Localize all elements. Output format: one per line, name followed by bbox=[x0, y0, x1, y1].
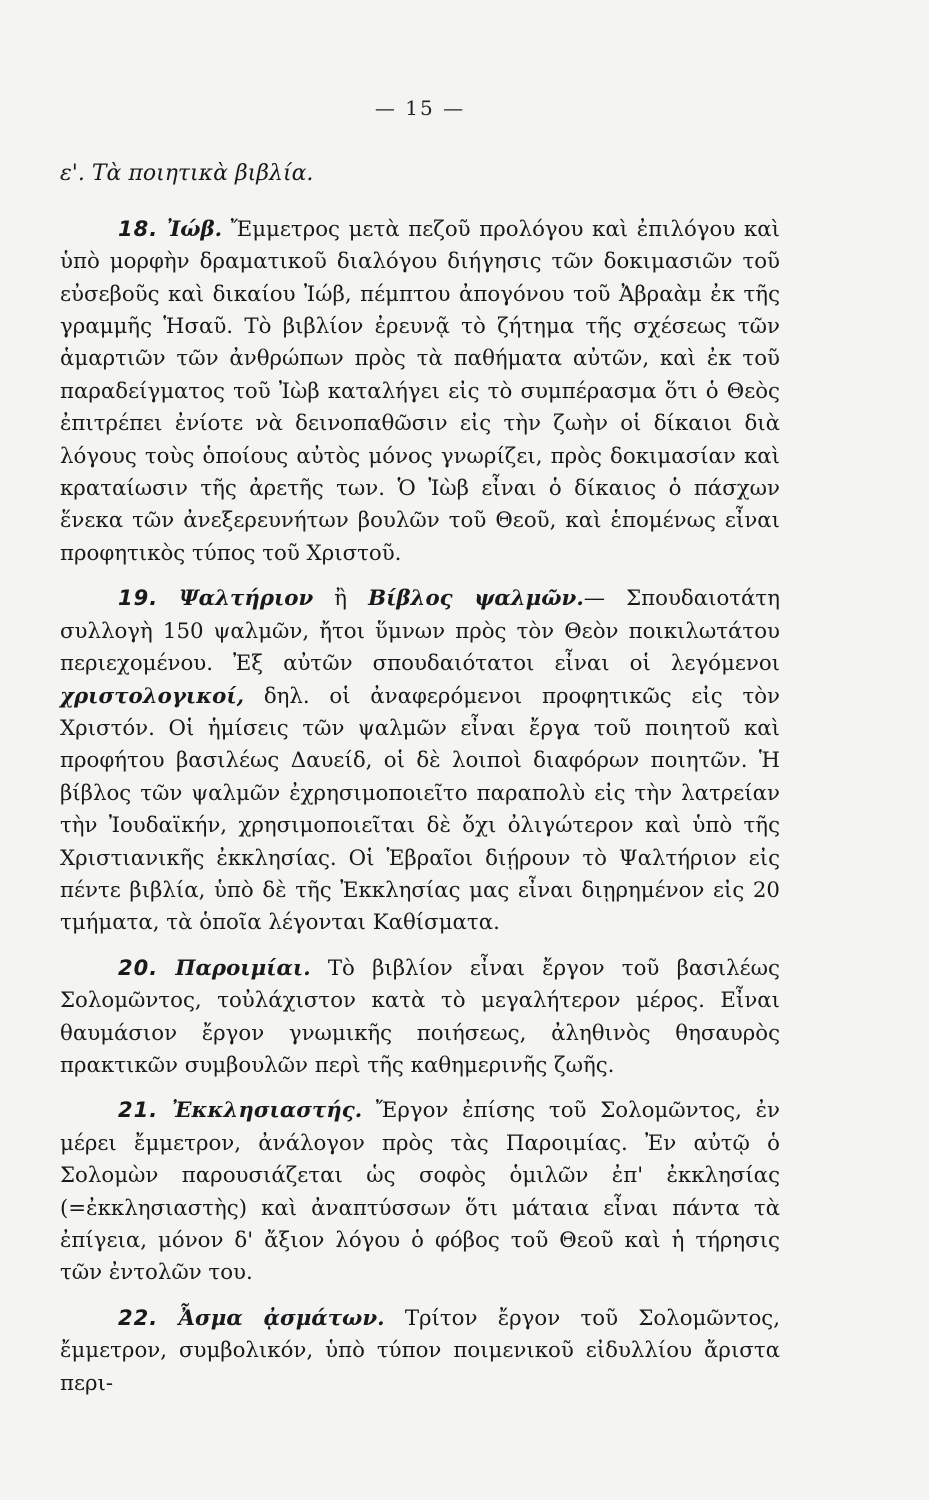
entry-20-number: 20. bbox=[118, 955, 159, 980]
entry-19-text-a: — Σπουδαιοτάτη συλλογὴ 150 ψαλμῶν, ἤτοι ὕμνων πρὸς τὸν Θεὸν ποικιλωτάτου περιεχομένου. Ἐξ αὐτῶν σπουδαιότατοι εἶναι οἱ λεγόμενοι bbox=[60, 586, 780, 677]
entry-22-text: Τρίτον ἔργον τοῦ Σολομῶντος, ἔμμετρον, συμβολικόν, ὑπὸ τύπον ποιμενικοῦ εἰδυλλίου ἄριστα περι- bbox=[60, 1305, 780, 1396]
page-number: — 15 — bbox=[374, 96, 466, 120]
entry-20-text: Τὸ βιβλίον εἶναι ἔργον τοῦ βασιλέως Σολομῶντος, τοὐλάχιστον κατὰ τὸ μεγαλήτερον μέρος. Εἶναι θαυμάσιον ἔργον γνωμικῆς ποιήσεως, ἀληθινὸς θησαυρὸς πρακτικῶν συμβουλῶν περὶ τῆς καθημερινῆς ζωῆς. bbox=[60, 955, 780, 1078]
entry-18-title: Ἰώβ. bbox=[166, 216, 223, 242]
entry-19-title-connector: ἢ bbox=[334, 586, 348, 612]
entry-22-paragraph bbox=[60, 1302, 780, 1400]
entry-18-text: Ἔμμετρος μετὰ πεζοῦ προλόγου καὶ ἐπιλόγου καὶ ὑπὸ μορφὴν δραματικοῦ διαλόγου διήγησις τῶν δοκιμασιῶν τοῦ εὐσεβοῦς καὶ δικαίου Ἰώβ, πέμπτου ἀπογόνου τοῦ Ἀβραὰμ ἐκ τῆς γραμμῆς Ἡσαῦ. Τὸ βιβλίον ἐρευνᾷ τὸ ζήτημα τῆς σχέσεως τῶν ἁμαρτιῶν τῶν ἀνθρώπων πρὸς τὰ παθήματα αὐτῶν, καὶ ἐκ τοῦ παραδείγματος τοῦ Ἰὼβ καταλήγει εἰς τὸ συμπέρασμα ὅτι ὁ Θεὸς ἐπιτρέπει ἐνίοτε νὰ δεινοπαθῶσιν εἰς τὴν ζωὴν οἱ δίκαιοι διὰ λόγους τοὺς ὁποίους αὐτὸς μόνος γνωρίζει, πρὸς δοκιμασίαν καὶ κραταίωσιν τῆς ἀρετῆς των. Ὁ Ἰὼβ εἶναι ὁ δίκαιος ὁ πάσχων ἕνεκα τῶν ἀνεξερευνήτων βουλῶν τοῦ Θεοῦ, καὶ ἑπομένως εἶναι προφητικὸς τύπος τοῦ Χριστοῦ. bbox=[60, 216, 780, 566]
entry-19-emphasis: χριστολογικοί, bbox=[60, 683, 245, 709]
entry-19-title: Ψαλτήριον bbox=[179, 586, 314, 612]
entry-18-paragraph bbox=[60, 213, 780, 570]
entry-19-number: 19. bbox=[118, 586, 159, 611]
entry-19-text-b: δηλ. οἱ ἀναφερόμενοι προφητικῶς εἰς τὸν Χριστόν. Οἱ ἡμίσεις τῶν ψαλμῶν εἶναι ἔργα τοῦ ποιητοῦ καὶ προφήτου βασιλέως Δαυείδ, οἱ δὲ λοιποὶ διαφόρων ποιητῶν. Ἡ βίβλος τῶν ψαλμῶν ἐχρησιμοποιεῖτο παραπολὺ εἰς τὴν λατρείαν τὴν Ἰουδαϊκήν, χρησιμοποιεῖται δὲ ὄχι ὀλιγώτερον καὶ ὑπὸ τῆς Χριστιανικῆς ἐκκλησίας. Οἱ Ἑβραῖοι διῄρουν τὸ Ψαλτήριον εἰς πέντε βιβλία, ὑπὸ δὲ τῆς Ἐκκλησίας μας εἶναι διῃρημένον εἰς 20 τμήματα, τὰ ὁποῖα λέγονται Καθίσματα. bbox=[60, 683, 780, 936]
section-heading: ε'. Τὰ ποιητικὰ βιβλία. bbox=[60, 161, 314, 187]
entry-18-number: 18. bbox=[118, 216, 159, 241]
entry-21-title: Ἐκκλησιαστής. bbox=[171, 1098, 363, 1124]
entry-19-title-alt: Βίβλος ψαλμῶν. bbox=[368, 586, 584, 612]
book-page bbox=[60, 92, 780, 1412]
entry-20-title: Παροιμίαι. bbox=[175, 955, 311, 981]
entry-21-number: 21. bbox=[118, 1098, 159, 1123]
entry-22-number: 22. bbox=[118, 1305, 159, 1330]
entry-19-paragraph bbox=[60, 582, 780, 939]
entry-21-paragraph bbox=[60, 1094, 780, 1289]
entry-20-paragraph bbox=[60, 952, 780, 1083]
entry-21-text: Ἔργον ἐπίσης τοῦ Σολομῶντος, ἐν μέρει ἔμμετρον, ἀνάλογον πρὸς τὰς Παροιμίας. Ἐν αὐτῷ ὁ Σολομὼν παρουσιάζεται ὡς σοφὸς ὁμιλῶν ἐπ' ἐκκλησίας (=ἐκκλησιαστὴς) καὶ ἀναπτύσσων ὅτι μάταια εἶναι πάντα τὰ ἐπίγεια, μόνον δ' ἄξιον λόγου ὁ φόβος τοῦ Θεοῦ καὶ ἡ τήρησις τῶν ἐντολῶν του. bbox=[60, 1098, 780, 1286]
entry-22-title: Ἆσμα ᾀσμάτων. bbox=[178, 1305, 385, 1331]
